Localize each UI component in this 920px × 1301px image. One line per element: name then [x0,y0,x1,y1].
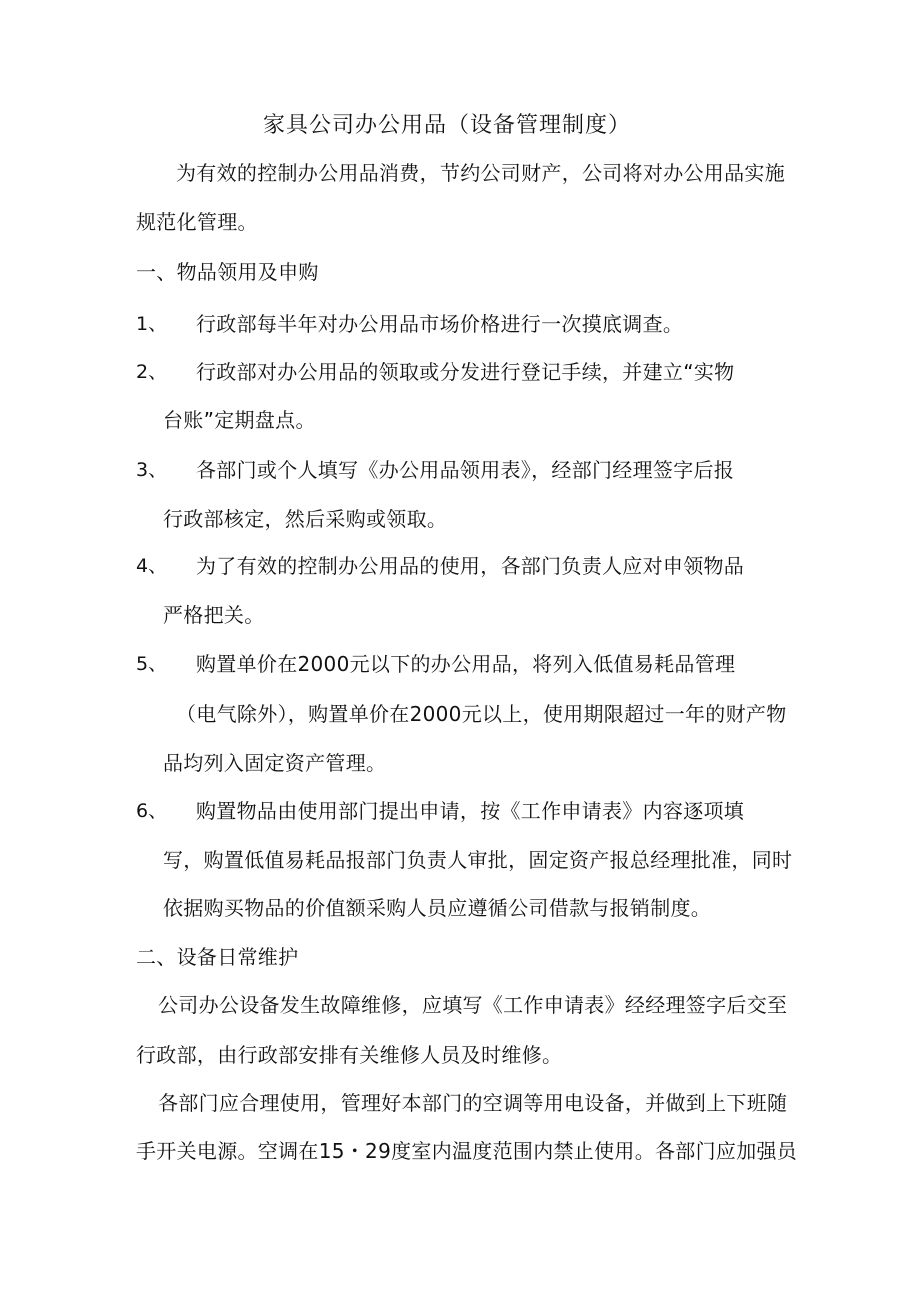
item-6-line-2: 写，购置低值易耗品报部门负责人审批，固定资产报总经理批准，同时 [163,848,793,872]
item-6-line-1: 购置物品由使用部门提出申请，按《工作申请表》内容逐项填 [196,799,745,823]
section-2-heading: 二、设备日常维护 [136,945,299,969]
item-number: 6、 [136,800,168,822]
section-2-para-1-line-2: 行政部，由行政部安排有关维修人员及时维修。 [136,1043,563,1067]
item-1-line-1: 行政部每半年对办公用品市场价格进行一次摸底调查。 [196,312,684,336]
intro-line-1: 为有效的控制办公用品消费，节约公司财产，公司将对办公用品实施 [176,161,785,185]
item-number: 1、 [136,313,168,335]
item-3-line-2: 行政部核定，然后采购或领取。 [163,507,448,531]
item-6-line-3: 依据购买物品的价值额采购人员应遵循公司借款与报销制度。 [163,896,712,920]
item-2-line-2: 台账”定期盘点。 [163,408,316,432]
item-number: 2、 [136,361,168,383]
page-title: 家具公司办公用品（设备管理制度） [263,113,632,138]
item-number: 5、 [136,653,168,675]
item-number: 3、 [136,459,168,481]
intro-line-2: 规范化管理。 [136,210,258,234]
item-3-line-1: 各部门或个人填写《办公用品领用表》，经部门经理签字后报 [196,458,735,482]
item-5-line-1: 购置单价在2000元以下的办公用品，将列入低值易耗品管理 [196,652,736,676]
item-4-line-2: 严格把关。 [163,603,265,627]
section-2-para-2-line-2: 手开关电源。空调在15・29度室内温度范围内禁止使用。各部门应加强员 [136,1139,798,1163]
item-4-line-1: 为了有效的控制办公用品的使用，各部门负责人应对申领物品 [196,554,745,578]
item-2-line-1: 行政部对办公用品的领取或分发进行登记手续，并建立“实物 [196,360,735,384]
item-5-line-3: 品均列入固定资产管理。 [163,751,387,775]
section-2-para-2-line-1: 各部门应合理使用，管理好本部门的空调等用电设备，并做到上下班随 [158,1091,788,1115]
section-1-heading: 一、物品领用及申购 [136,260,319,284]
item-5-line-2: （电气除外），购置单价在2000元以上，使用期限超过一年的财产物 [176,702,787,726]
item-number: 4、 [136,555,168,577]
section-2-para-1-line-1: 公司办公设备发生故障维修，应填写《工作申请表》经经理签字后交至 [158,993,788,1017]
